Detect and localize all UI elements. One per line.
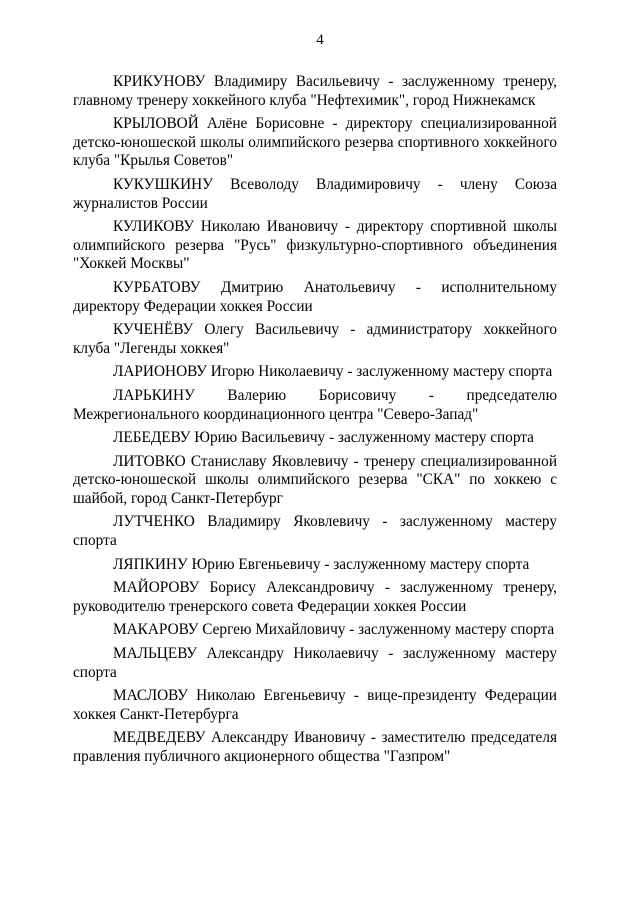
award-entry: ЛАРИОНОВУ Игорю Николаевичу - заслуженному мастеру спорта (113, 363, 553, 381)
award-entry: МЕДВЕДЕВУ Александру Ивановичу - заместителю председателя правления публичного акционерного общества "Газпром" (73, 729, 557, 765)
award-entry: МАКАРОВУ Сергею Михайловичу - заслуженному мастеру спорта (113, 621, 555, 639)
award-entry: ЛУТЧЕНКО Владимиру Яковлевичу - заслуженному мастеру спорта (73, 513, 557, 550)
award-entry: КУЛИКОВУ Николаю Ивановичу - директору спортивной школы олимпийского резерва "Русь" физкультурно-спортивного объединения "Хоккей Москвы" (73, 218, 557, 273)
award-entry: КРЫЛОВОЙ Алёне Борисовне - директору специализированной детско-юношеской школы олимпийского резерва спортивного хоккейного клуба "Крылья Советов" (73, 115, 557, 170)
award-entry: КРИКУНОВУ Владимиру Васильевичу - заслуженному тренеру, главному тренеру хоккейного клуба "Нефтехимик", город Нижнекамск (73, 73, 557, 109)
award-entry: КУКУШКИНУ Всеволоду Владимировичу - члену Союза журналистов России (73, 175, 557, 212)
award-entry: МАЛЬЦЕВУ Александру Николаевичу - заслуженному мастеру спорта (73, 645, 557, 681)
award-entry: МАЙОРОВУ Борису Александровичу - заслуженному тренеру, руководителю тренерского совета Федерации хоккея России (73, 579, 557, 615)
award-entry: КУРБАТОВУ Дмитрию Анатольевичу - исполнительному директору Федерации хоккея России (73, 278, 557, 315)
page-number: 4 (316, 32, 324, 48)
award-entry: ЛЯПКИНУ Юрию Евгеньевичу - заслуженному мастеру спорта (113, 555, 530, 573)
award-entry: ЛЕБЕДЕВУ Юрию Васильевичу - заслуженному мастеру спорта (113, 429, 534, 447)
award-entry: ЛАРЬКИНУ Валерию Борисовичу - председателю Межрегионального координационного центра "Северо-Запад" (73, 386, 557, 423)
award-list (73, 73, 557, 772)
award-entry: ЛИТОВКО Станиславу Яковлевичу - тренеру специализированной детско-юношеской школы олимпийского резерва "СКА" по хоккею с шайбой, город Санкт-Петербург (73, 452, 557, 507)
award-entry: КУЧЕНЁВУ Олегу Васильевичу - администратору хоккейного клуба "Легенды хоккея" (73, 321, 557, 357)
award-entry: МАСЛОВУ Николаю Евгеньевичу - вице-президенту Федерации хоккея Санкт-Петербурга (73, 687, 557, 723)
